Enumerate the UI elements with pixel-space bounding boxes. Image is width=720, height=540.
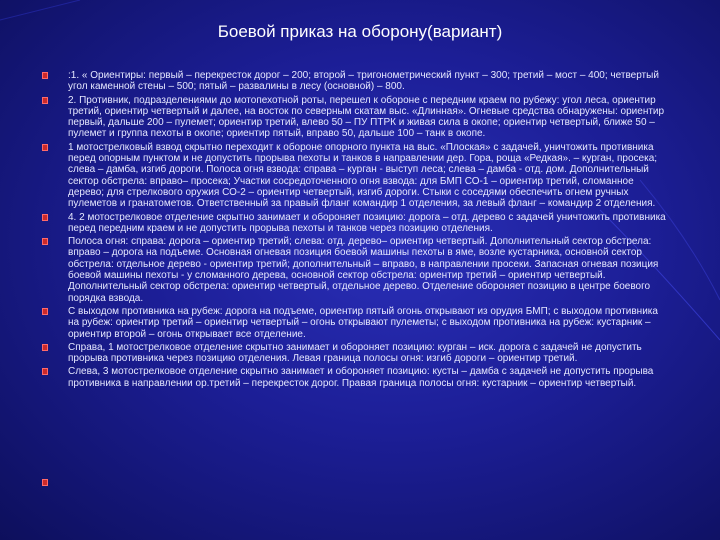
bullet-icon (42, 238, 48, 245)
paragraph (68, 95, 668, 140)
paragraph (68, 342, 668, 365)
bullet-icon (42, 344, 48, 351)
paragraph-text: С выходом противника на рубеж: дорога на подъеме, ориентир пятый огонь открывают из орудия БМП; с выходом противника на рубеж: ориентир третий – ориентир четвертый – огонь открывают пулеметы; с выходом противника на рубеж: кустарник – ориентир второй – огонь открывает все отделение. (68, 305, 658, 340)
paragraph (68, 142, 668, 210)
paragraph-text: :1. « Ориентиры: первый – перекресток дорог – 200; второй – тригонометрический пункт – 300; третий – мост – 400; четвертый угол каменной стены – 500; пятый – развалины в лесу (основной) – 800. (68, 70, 659, 93)
bullet-icon (42, 72, 48, 79)
bullet-icon (42, 97, 48, 104)
bullet-icon (42, 144, 48, 151)
paragraph (68, 236, 668, 304)
bullet-icon (42, 308, 48, 315)
paragraph (68, 366, 668, 389)
paragraph (68, 70, 668, 93)
paragraph (68, 306, 668, 340)
paragraph-text: 4. 2 мотострелковое отделение скрытно занимает и обороняет позицию: дорога – отд. дерево с задачей уничтожить противника перед передним краем и не допустить прорыва пехоты и танков через позицию отделения. (68, 211, 666, 234)
paragraph-text: Полоса огня: справа: дорога – ориентир третий; слева: отд. дерево– ориентир четвертый. Дополнительный сектор обстрела: вправо – дорога на подъеме. Основная огневая позиция боевой машины пехоты в яме, возле кустарника, основной сектор обстрела: отдельное дерево - ориентир третий; дополнительный – вправо, в направлении просеки. Запасная огневая позиция боевой машины пехоты - у сломанного дерева, основной сектор обстрела: ориентир третий – ориентир четвертый. Дополнительный сектор обстрела: ориентир четвертый, отдельное дерево. Отделение обороняет позицию в центре боевого порядка взвода. (68, 236, 659, 304)
paragraph (68, 212, 668, 235)
slide-title: Боевой приказ на оборону(вариант) (217, 22, 503, 41)
bullet-icon (42, 214, 48, 221)
paragraph-text: Справа, 1 мотострелковое отделение скрытно занимает и обороняет позицию: курган – иск. дорога с задачей не допустить прорыва противника через позицию отделения. Левая граница полосы огня: изгиб дороги – ориентир третий. (68, 341, 642, 365)
order-text-body (68, 70, 668, 391)
empty-bullet-icon (42, 479, 48, 486)
paragraph-text: Слева, 3 мотострелковое отделение скрытно занимает и обороняет позицию: кусты – дамба с задачей не допустить прорыва противника в направлении ор.третий – перекресток дорог. Правая граница полосы огня: кустарник – ориентир четвертый. (68, 366, 654, 389)
paragraph-text: 2. Противник, подразделениями до мотопехотной роты, перешел к обороне с передним краем по рубежу: угол леса, ориентир третий, ориентир четвертый и далее, на восток по северным скатам выс. «Длинная». Огневые средства обнаружены: ориентир первый, дальше 200 – пулемет; ориентир третий, влево 50 – ПУ ПТРК и живая сила в окопе; ориентир четвертый, ближе 50 – пулемет и группа пехоты в окопе; ориентир пятый, вправо 50, дальше 100 – танк в окопе. (68, 94, 665, 140)
bullet-icon (42, 368, 48, 375)
paragraph-text: 1 мотострелковый взвод скрытно переходит к обороне опорного пункта на выс. «Плоская» с задачей, уничтожить противника перед опорным пунктом и не допустить прорыва пехоты и танков в направлении дер. Гора, роща «Редкая». – курган, просека; слева – дамба, изгиб дороги. Полоса огня взвода: справа – курган - выступ леса; слева – дамба - отд. дом. Дополнительный сектор обстрела: вправо– просека; Участки сосредоточенного огня взвода: для БМП СО-1 – ориентир третий, сломанное дерево; для стрелкового оружия СО-2 – ориентир четвертый, изгиб дороги. Стыки с соседями обеспечить огнем ручных пулеметов и гранатометов. Ответственный за правый фланг командир 1 отделения, за левый фланг – командир 2 отделения. (68, 141, 658, 210)
